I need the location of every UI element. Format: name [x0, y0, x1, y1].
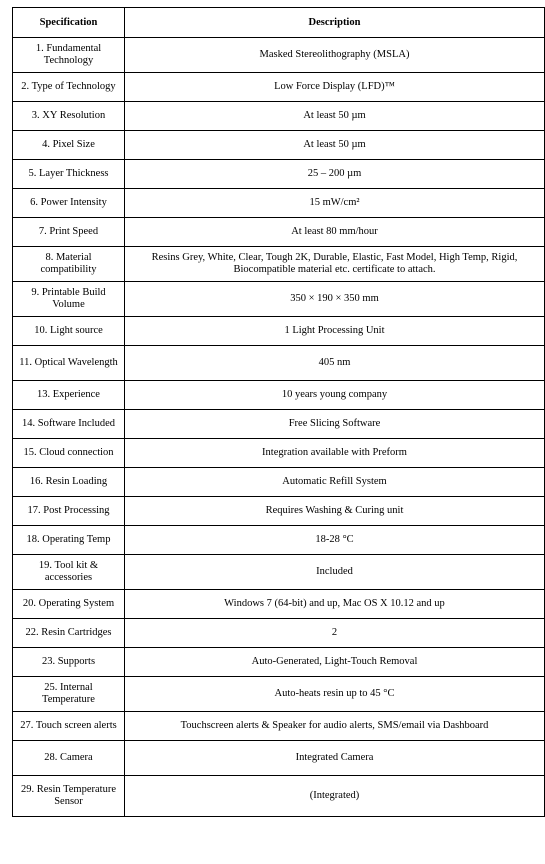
- table-row: [13, 619, 545, 648]
- spec-cell: 10. Light source: [13, 317, 125, 346]
- description-cell: Auto-Generated, Light-Touch Removal: [125, 648, 545, 677]
- table-row: [13, 677, 545, 712]
- header-specification: Specification: [13, 8, 125, 38]
- spec-cell: 19. Tool kit & accessories: [13, 555, 125, 590]
- table-row: [13, 648, 545, 677]
- description-cell: Touchscreen alerts & Speaker for audio alerts, SMS/email via Dashboard: [125, 712, 545, 741]
- spec-cell: 8. Material compatibility: [13, 247, 125, 282]
- table-row: [13, 381, 545, 410]
- description-cell: 350 × 190 × 350 mm: [125, 282, 545, 317]
- table-row: [13, 776, 545, 817]
- description-cell: Requires Washing & Curing unit: [125, 497, 545, 526]
- spec-cell: 3. XY Resolution: [13, 102, 125, 131]
- spec-cell: 11. Optical Wavelength: [13, 346, 125, 381]
- spec-cell: 29. Resin Temperature Sensor: [13, 776, 125, 817]
- spec-cell: 1. Fundamental Technology: [13, 38, 125, 73]
- table-row: [13, 247, 545, 282]
- table-row: [13, 410, 545, 439]
- description-cell: 25 – 200 µm: [125, 160, 545, 189]
- spec-cell: 4. Pixel Size: [13, 131, 125, 160]
- description-cell: Integrated Camera: [125, 741, 545, 776]
- table-row: [13, 346, 545, 381]
- spec-cell: 2. Type of Technology: [13, 73, 125, 102]
- description-cell: 18-28 °C: [125, 526, 545, 555]
- description-cell: At least 50 µm: [125, 102, 545, 131]
- table-row: [13, 282, 545, 317]
- spec-cell: 18. Operating Temp: [13, 526, 125, 555]
- table-row: [13, 218, 545, 247]
- description-cell: Resins Grey, White, Clear, Tough 2K, Durable, Elastic, Fast Model, High Temp, Rigid, Biocompatible material etc. certificate to attach.: [125, 247, 545, 282]
- description-cell: 1 Light Processing Unit: [125, 317, 545, 346]
- table-row: [13, 102, 545, 131]
- table-row: [13, 741, 545, 776]
- header-description: Description: [125, 8, 545, 38]
- table-row: [13, 189, 545, 218]
- table-row: [13, 317, 545, 346]
- description-cell: 405 nm: [125, 346, 545, 381]
- spec-cell: 16. Resin Loading: [13, 468, 125, 497]
- spec-cell: 14. Software Included: [13, 410, 125, 439]
- spec-cell: 13. Experience: [13, 381, 125, 410]
- description-cell: Windows 7 (64-bit) and up, Mac OS X 10.12 and up: [125, 590, 545, 619]
- description-cell: 15 mW/cm²: [125, 189, 545, 218]
- description-cell: At least 50 µm: [125, 131, 545, 160]
- table-row: [13, 590, 545, 619]
- table-row: [13, 497, 545, 526]
- spec-cell: 27. Touch screen alerts: [13, 712, 125, 741]
- description-cell: (Integrated): [125, 776, 545, 817]
- table-row: [13, 555, 545, 590]
- spec-cell: 17. Post Processing: [13, 497, 125, 526]
- spec-cell: 25. Internal Temperature: [13, 677, 125, 712]
- spec-cell: 15. Cloud connection: [13, 439, 125, 468]
- table-row: [13, 468, 545, 497]
- specification-table: [12, 7, 545, 817]
- description-cell: At least 80 mm/hour: [125, 218, 545, 247]
- table-row: [13, 73, 545, 102]
- table-row: [13, 38, 545, 73]
- description-cell: 2: [125, 619, 545, 648]
- description-cell: 10 years young company: [125, 381, 545, 410]
- description-cell: Included: [125, 555, 545, 590]
- spec-cell: 9. Printable Build Volume: [13, 282, 125, 317]
- table-row: [13, 526, 545, 555]
- table-body: [13, 38, 545, 817]
- description-cell: Masked Stereolithography (MSLA): [125, 38, 545, 73]
- spec-cell: 7. Print Speed: [13, 218, 125, 247]
- description-cell: Auto-heats resin up to 45 °C: [125, 677, 545, 712]
- table-row: [13, 160, 545, 189]
- description-cell: Automatic Refill System: [125, 468, 545, 497]
- description-cell: Free Slicing Software: [125, 410, 545, 439]
- spec-cell: 22. Resin Cartridges: [13, 619, 125, 648]
- table-row: [13, 131, 545, 160]
- description-cell: Low Force Display (LFD)™: [125, 73, 545, 102]
- spec-cell: 5. Layer Thickness: [13, 160, 125, 189]
- description-cell: Integration available with Preform: [125, 439, 545, 468]
- table-row: [13, 439, 545, 468]
- spec-cell: 20. Operating System: [13, 590, 125, 619]
- spec-cell: 6. Power Intensity: [13, 189, 125, 218]
- spec-cell: 28. Camera: [13, 741, 125, 776]
- table-header-row: [13, 8, 545, 38]
- spec-cell: 23. Supports: [13, 648, 125, 677]
- table-row: [13, 712, 545, 741]
